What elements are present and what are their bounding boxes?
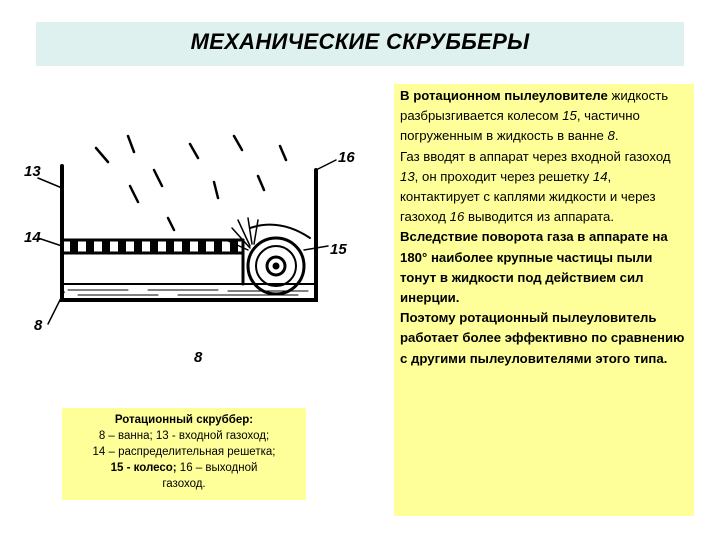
paragraph-1-lead: В ротационном пылеуловителе [400,88,608,103]
caption-line-1: 8 – ванна; 13 - входной газоход; [98,430,270,442]
paragraph-2 [400,147,688,228]
paragraph-1-c: . [614,128,619,144]
paragraph-1-ref-8: 8 [607,128,615,144]
paragraph-4: Поэтому ротационный пылеуловитель работает более эффективно по сравнению с другими пылеуловителями этого типа. [400,310,685,366]
label-8-bath: 8 [34,317,43,334]
paragraph-2-ref-13: 13 [400,168,415,184]
caption-line-3 [62,460,306,476]
caption-line-2: 14 – распределительная решетка; [92,446,276,458]
label-14: 14 [24,229,41,246]
title-bar [36,22,684,66]
caption-title: Ротационный скруббер: [114,414,254,426]
paragraph-3: Вследствие поворота газа в аппарате на 180° наиболее крупные частицы пыли тонут в жидкости под действием сил инерции. [400,229,668,306]
paragraph-2-c: , контактирует с каплями жидкости и через газоход [400,168,656,225]
paragraph-2-ref-16: 16 [449,209,465,225]
label-13: 13 [24,163,41,180]
slide-title: МЕХАНИЧЕСКИЕ СКРУББЕРЫ [190,29,530,54]
figure-caption [62,408,306,500]
caption-line-3-rest: 16 – выходной [176,462,258,474]
paragraph-2-ref-14: 14 [592,168,608,184]
paragraph-2-a: Газ вводят в аппарат через входной газоход [400,148,671,164]
paragraph-1-a: жидкость разбрызгивается колесом [400,88,669,124]
scrubber-diagram [18,78,378,394]
label-8-bottom: 8 [194,349,203,366]
paragraph-1-b: , частично погруженным в жидкость в ванне [400,108,640,144]
description-text-box [394,84,694,516]
label-16: 16 [338,149,355,166]
paragraph-2-b: , он проходит через решетку [414,168,593,184]
caption-line-4: газоход. [162,478,206,490]
label-15: 15 [330,241,347,258]
paragraph-1 [400,86,688,147]
caption-line-3-bold: 15 - колесо; [110,462,177,474]
paragraph-1-ref-15: 15 [562,108,577,124]
paragraph-2-d: выводится из аппарата. [464,209,615,225]
